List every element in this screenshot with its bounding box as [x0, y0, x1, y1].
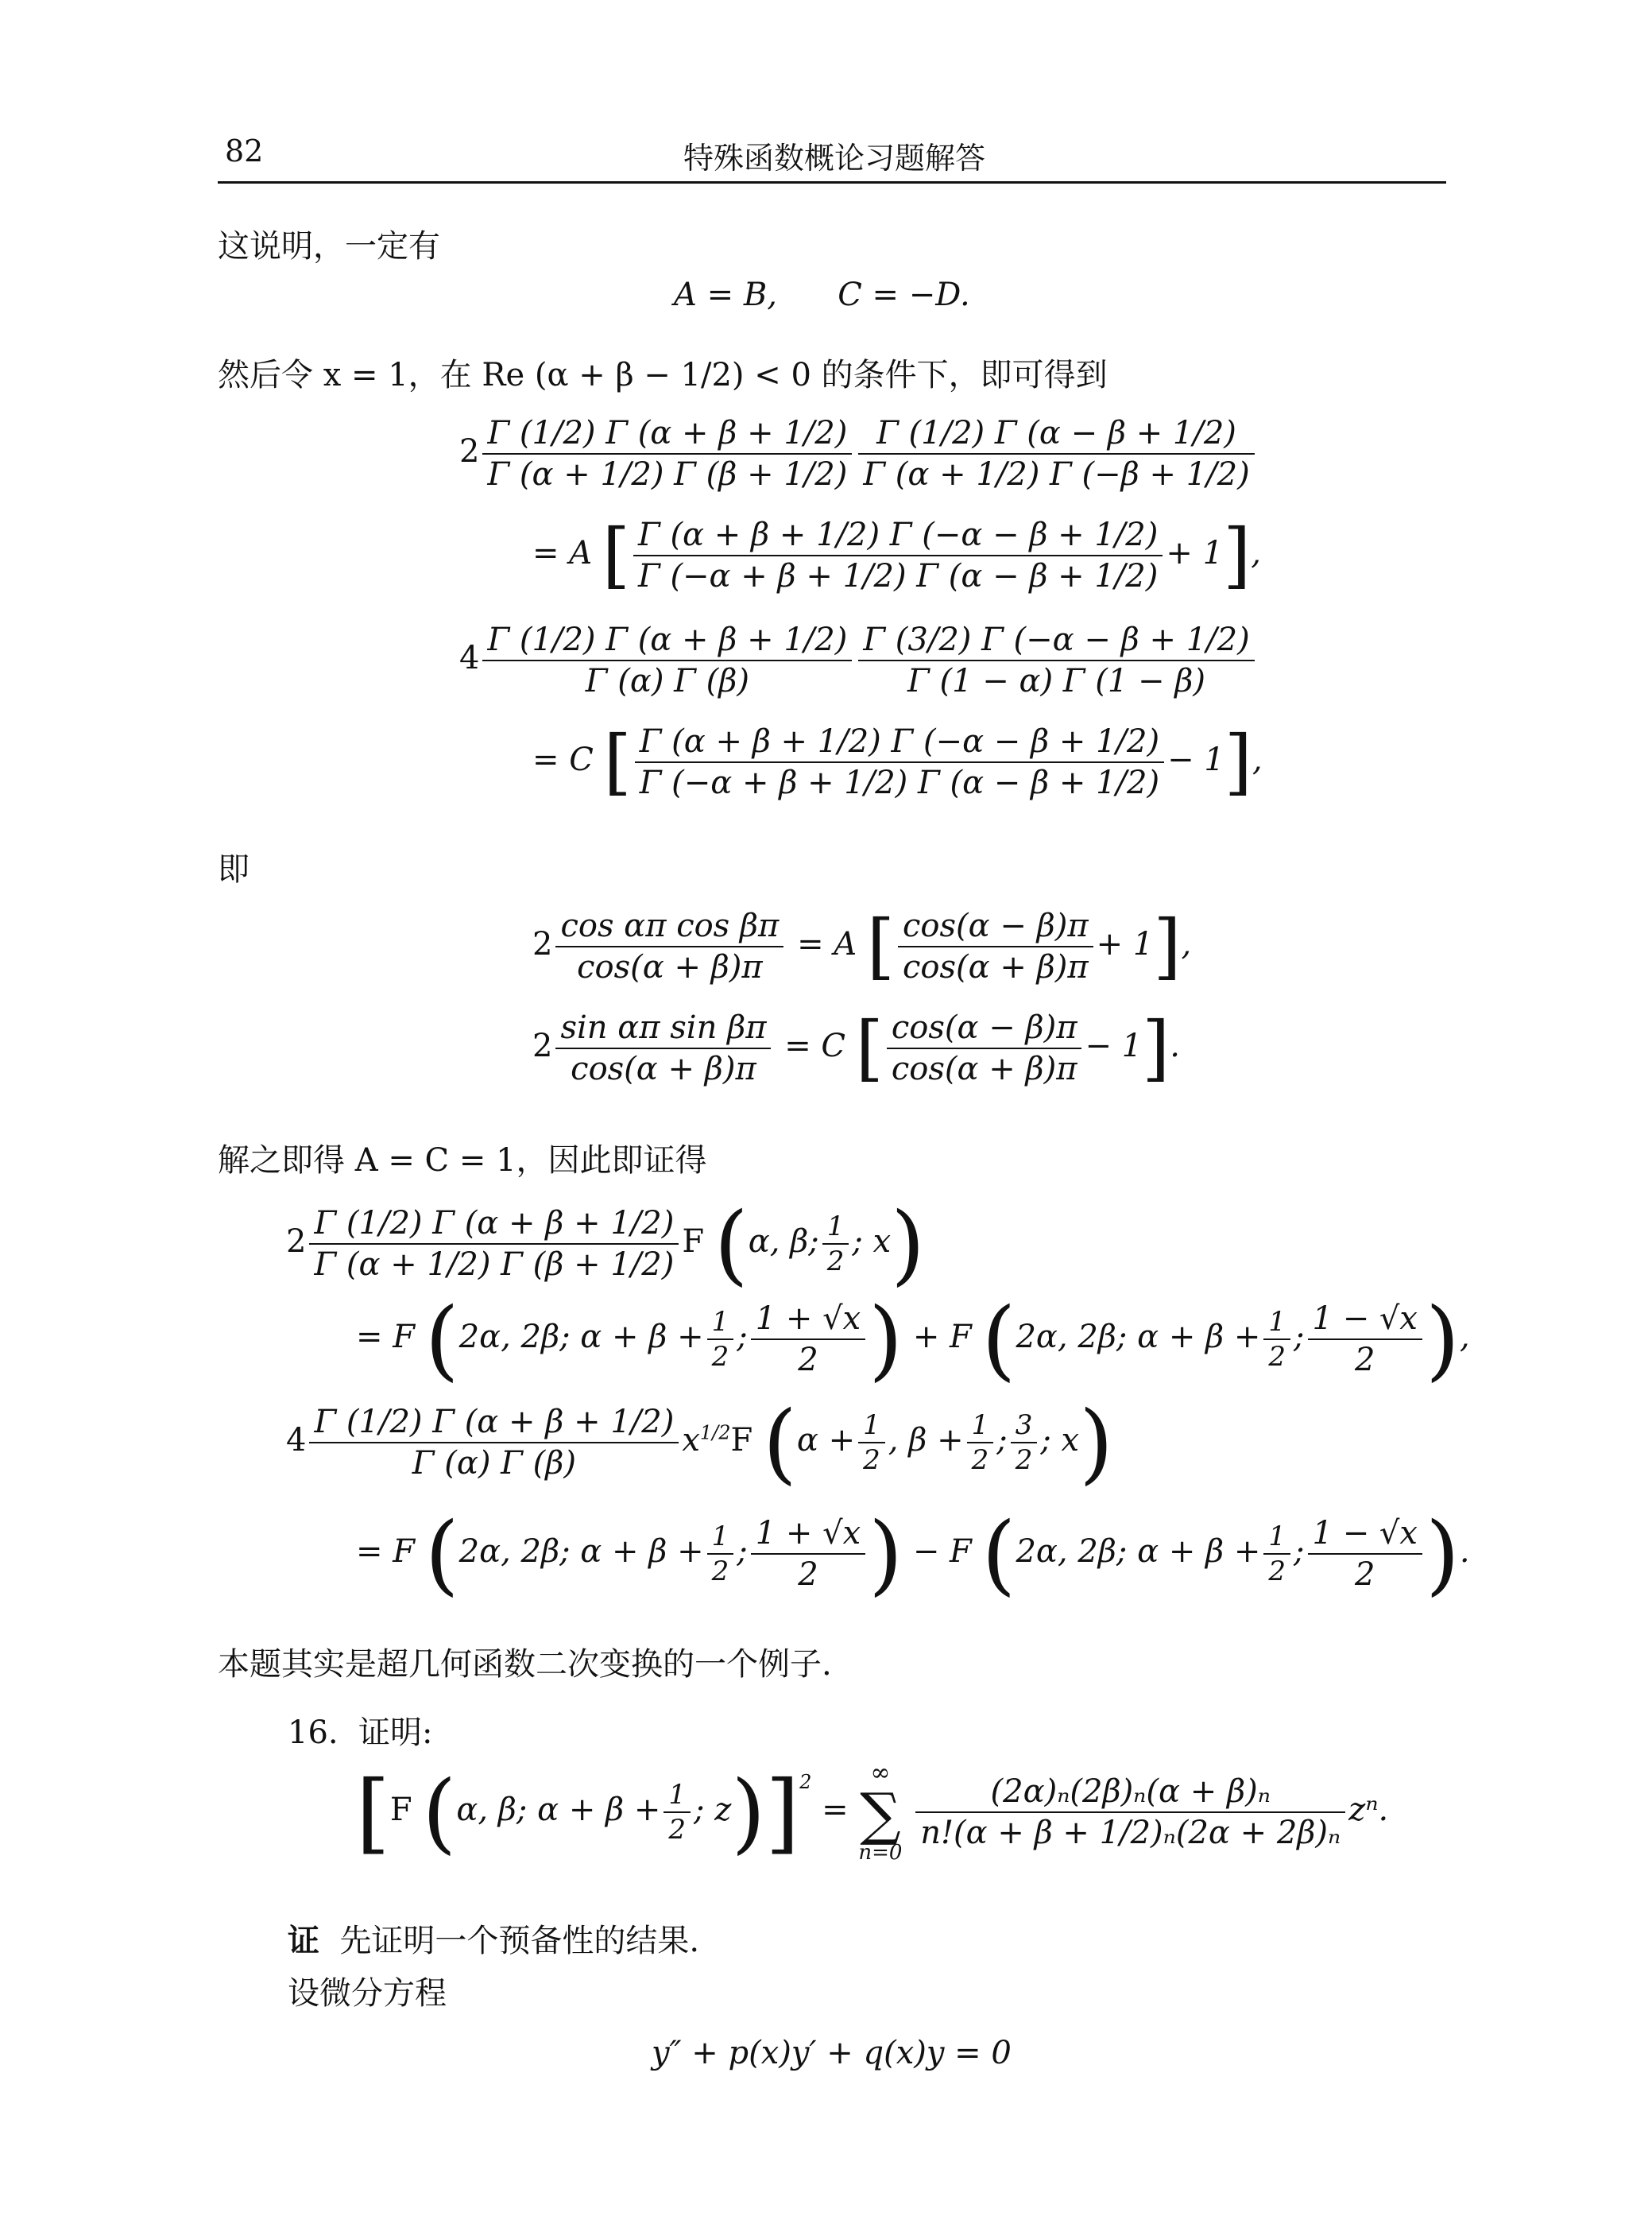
eq1-right-bracket: ] — [1223, 513, 1252, 597]
eq5-den: Γ (α + 1/2) Γ (β + 1/2) — [309, 1243, 679, 1284]
eq3-lhs-den: cos(α + β)π — [555, 946, 783, 987]
equation-7: 4 $\frac{\Gamma (1/2) \Gamma (\alpha + \beta + 1/2)}{\Gamma (\alpha) \Gamma (\beta)}$ $x^{1/2}F$ (α + $\frac{1}{2}$ , β + $\frac{1}{2}$ ; $\frac{3}{2}$ ; x) — [286, 1392, 1114, 1493]
eq6-mid: + F — [912, 1319, 972, 1355]
eq9-sigma: ∑ — [860, 1780, 901, 1847]
eq5-half-den: 2 — [822, 1243, 849, 1279]
eq1-comma: , — [1251, 535, 1261, 571]
equation-8: = F (2α, 2β; α + β + $\frac{1}{2}$ ; $\frac{1 + √x}{2}$ ) − F (2α, 2β; α + β + $\frac{1}{2}$ ; $\frac{1 - √x}{2}$ ). — [356, 1503, 1470, 1605]
header-rule — [218, 181, 1446, 184]
eq3-rhs-den: cos(α + β)π — [898, 946, 1093, 987]
eq5-args-post: ; x — [852, 1223, 892, 1260]
eq7-tail: ; x — [1040, 1422, 1080, 1459]
eq3-coef: 2 — [532, 926, 553, 963]
eq8-half-2 — [1263, 1520, 1290, 1589]
eq4-left-bracket: [ — [855, 1006, 884, 1090]
proof-label: 证 — [288, 1922, 319, 1959]
eq2-f1-den: Γ (α) Γ (β) — [482, 660, 852, 701]
eq1-rhs-pre: = A — [532, 535, 593, 571]
eq8-a2: 2α, 2β; α + β + — [1016, 1533, 1261, 1570]
eq1-frac-1 — [482, 413, 852, 494]
eq2-left-bracket: [ — [603, 720, 632, 804]
eq2-frac-2 — [858, 620, 1254, 701]
eq6-s1 — [751, 1299, 865, 1380]
eq9-sum-top: ∞ — [870, 1759, 891, 1787]
equation-5 — [286, 1193, 926, 1295]
equation-2-rhs — [532, 722, 1263, 803]
eq8-lp2: ( — [981, 1503, 1016, 1605]
eq6-rp1: ) — [869, 1288, 903, 1390]
eq2-right-bracket: ] — [1224, 720, 1252, 804]
eq1-rhs-frac — [633, 515, 1163, 596]
eq2-rhs-frac — [635, 722, 1164, 803]
eq1-frac-2 — [858, 413, 1254, 494]
eq7-F: F — [730, 1422, 753, 1459]
eq3-right-bracket: ] — [1153, 905, 1182, 988]
eq4-end: . — [1170, 1028, 1181, 1064]
eq9-square: 2 — [799, 1771, 812, 1793]
equation-2-lhs — [459, 620, 1258, 701]
eq9-sum — [858, 1761, 902, 1863]
eq7-half-1 — [858, 1408, 885, 1478]
eq1-f2-num: Γ (1/2) Γ (α − β + 1/2) — [876, 415, 1236, 451]
eq6-a1: 2α, 2β; α + β + — [458, 1319, 704, 1355]
eq9-h-den: 2 — [664, 1811, 691, 1847]
eq2-f2-num: Γ (3/2) Γ (−α − β + 1/2) — [863, 622, 1250, 658]
eq6-s2-den: 2 — [1308, 1339, 1422, 1380]
eq7-c-den: 2 — [1011, 1442, 1038, 1478]
eq5-num: Γ (1/2) Γ (α + β + 1/2) — [314, 1205, 675, 1242]
eq4-coef: 2 — [532, 1028, 553, 1064]
eq2-rhs-pre: = C — [532, 742, 594, 778]
eq6-half-1 — [707, 1305, 734, 1374]
eq9-lp: ( — [422, 1761, 457, 1863]
eq9-den: n!(α + β + 1/2)ₙ(2α + 2β)ₙ — [915, 1811, 1345, 1853]
eq8-half-1 — [707, 1520, 734, 1589]
paragraph-4: 解之即得 A = C = 1，因此即证得 — [218, 1142, 707, 1179]
eq3-lhs-frac — [555, 906, 783, 987]
equation-9 — [356, 1761, 1388, 1863]
eq5-args-pre: α, β; — [748, 1223, 819, 1260]
eq2-frac-1 — [482, 620, 852, 701]
eq8-h-num-2: 1 — [1268, 1520, 1286, 1552]
eq7-b: , β + — [888, 1422, 964, 1459]
eq9-F: F — [389, 1792, 412, 1828]
eq7-three-half — [1011, 1408, 1038, 1478]
equation-a-b: A = B, C = −D. — [674, 277, 970, 313]
eq4-lhs-num: sin απ sin βπ — [560, 1009, 767, 1046]
eq3-rhs-num: cos(α − β)π — [903, 908, 1089, 944]
eq8-s1 — [751, 1513, 865, 1594]
eq7-c-num: 3 — [1015, 1408, 1033, 1441]
eq1-rhs-post: + 1 — [1166, 535, 1224, 571]
eq4-rhs-num: cos(α − β)π — [891, 1009, 1077, 1046]
eq6-rp2: ) — [1425, 1288, 1460, 1390]
eq6-half-2 — [1263, 1305, 1290, 1374]
eq8-rp1: ) — [869, 1503, 903, 1605]
eq3-lhs-num: cos απ cos βπ — [560, 908, 780, 944]
proof-text: 先证明一个预备性的结果. — [339, 1923, 700, 1959]
eq3-eq: = A — [797, 926, 857, 963]
paragraph-3: 即 — [218, 851, 250, 888]
eq1-f1-num: Γ (1/2) Γ (α + β + 1/2) — [487, 415, 848, 451]
equation-1-lhs — [459, 413, 1258, 494]
eq5-coef: 2 — [286, 1223, 307, 1260]
eq6-h-num-2: 1 — [1268, 1305, 1286, 1338]
eq7-xp: 1/2 — [699, 1421, 731, 1444]
eq8-a1: 2α, 2β; α + β + — [458, 1533, 704, 1570]
eq8-pre: = F — [356, 1533, 415, 1570]
eq3-left-bracket: [ — [866, 905, 896, 988]
running-title: 特殊函数概论习题解答 — [683, 141, 986, 176]
eq8-s1-den: 2 — [751, 1553, 865, 1594]
eq5-right-paren: ) — [891, 1193, 926, 1295]
eq8-end: . — [1459, 1533, 1470, 1570]
eq6-s2 — [1308, 1299, 1422, 1380]
eq1-f2-den: Γ (α + 1/2) Γ (−β + 1/2) — [858, 453, 1254, 494]
eq7-h-den-2: 2 — [967, 1442, 994, 1478]
eq6-end: , — [1459, 1319, 1470, 1355]
eq9-rp: ) — [731, 1761, 766, 1863]
eq8-h-den-1: 2 — [707, 1553, 734, 1589]
eq5-frac — [309, 1203, 679, 1284]
eq3-end: , — [1181, 926, 1192, 963]
eq1-rhs-den: Γ (−α + β + 1/2) Γ (α − β + 1/2) — [633, 555, 1163, 596]
eq7-den: Γ (α) Γ (β) — [309, 1442, 679, 1483]
eq1-coef: 2 — [459, 433, 480, 470]
equation-4 — [532, 1008, 1180, 1089]
eq8-s2-num: 1 − √x — [1312, 1515, 1418, 1552]
eq8-s2 — [1308, 1513, 1422, 1594]
eq1-left-bracket: [ — [602, 513, 630, 597]
eq9-zn: zⁿ. — [1348, 1792, 1389, 1828]
eq6-s1-den: 2 — [751, 1339, 865, 1380]
eq1-f1-den: Γ (α + 1/2) Γ (β + 1/2) — [482, 453, 852, 494]
equation-1-rhs — [532, 515, 1261, 596]
eq8-h-num-1: 1 — [711, 1520, 729, 1552]
equation-6: = F (2α, 2β; α + β + $\frac{1}{2}$ ; $\frac{1 + √x}{2}$ ) + F (2α, 2β; α + β + $\frac{1}{2}$ ; $\frac{1 - √x}{2}$ ), — [356, 1288, 1470, 1390]
eq7-num: Γ (1/2) Γ (α + β + 1/2) — [314, 1404, 675, 1440]
eq2-coef: 4 — [459, 640, 480, 676]
eq2-f1-num: Γ (1/2) Γ (α + β + 1/2) — [487, 622, 848, 658]
eq9-h-num: 1 — [668, 1778, 687, 1811]
eq7-h-num-1: 1 — [863, 1408, 880, 1441]
eq4-lhs-den: cos(α + β)π — [555, 1048, 771, 1089]
eq8-s2-den: 2 — [1308, 1553, 1422, 1594]
eq7-coef: 4 — [286, 1422, 307, 1459]
eq6-pre: = F — [356, 1319, 415, 1355]
eq6-s2-num: 1 − √x — [1312, 1300, 1418, 1337]
eq6-lp1: ( — [424, 1288, 459, 1390]
eq9-left-bracket: [ — [356, 1761, 390, 1863]
eq8-lp1: ( — [424, 1503, 459, 1605]
eq9-eq: = — [822, 1792, 849, 1828]
paragraph-2: 然后令 x = 1，在 Re (α + β − 1/2) < 0 的条件下，即可得到 — [218, 357, 1108, 393]
page-number: 82 — [225, 134, 264, 169]
eq5-half — [822, 1210, 849, 1279]
eq6-s1-num: 1 + √x — [755, 1300, 861, 1337]
eq2-comma: , — [1252, 742, 1263, 778]
eq7-h-den-1: 2 — [858, 1442, 885, 1478]
eq5-F: F — [682, 1223, 705, 1260]
eq9-right-bracket: ] — [765, 1761, 800, 1863]
eq6-h-den-2: 2 — [1263, 1339, 1290, 1374]
eq4-eq: = C — [784, 1028, 846, 1064]
eq4-right-bracket: ] — [1142, 1006, 1170, 1090]
eq4-rhs-den: cos(α + β)π — [887, 1048, 1082, 1089]
eq4-rhs-frac — [887, 1008, 1082, 1089]
eq6-h-num-1: 1 — [711, 1305, 729, 1338]
eq3-post: + 1 — [1096, 926, 1154, 963]
equation-3 — [532, 906, 1191, 987]
eq7-half-2 — [967, 1408, 994, 1478]
eq8-s1-num: 1 + √x — [755, 1515, 861, 1552]
eq9-z: ; z — [694, 1792, 732, 1828]
eq6-h-den-1: 2 — [707, 1339, 734, 1374]
eq9-sum-bot: n=0 — [858, 1841, 903, 1865]
eq7-frac — [309, 1402, 679, 1483]
problem-16-heading: 16. 证明: — [288, 1714, 433, 1751]
eq5-half-num: 1 — [826, 1210, 845, 1242]
eq7-h-num-2: 1 — [971, 1408, 989, 1441]
paragraph-1: 这说明，一定有 — [218, 228, 440, 265]
eq4-post: − 1 — [1085, 1028, 1143, 1064]
eq7-x: x — [682, 1422, 700, 1459]
eq9-args: α, β; α + β + — [456, 1792, 661, 1828]
eq9-half — [664, 1778, 691, 1847]
eq2-f2-den: Γ (1 − α) Γ (1 − β) — [858, 660, 1254, 701]
eq3-rhs-frac — [898, 906, 1093, 987]
eq9-frac — [915, 1772, 1345, 1853]
eq7-lp: ( — [762, 1392, 797, 1493]
eq5-left-paren: ( — [714, 1193, 749, 1295]
paragraph-5: 本题其实是超几何函数二次变换的一个例子. — [218, 1646, 832, 1683]
equation-10: y″ + p(x)y′ + q(x)y = 0 — [652, 2035, 1012, 2071]
eq8-h-den-2: 2 — [1263, 1553, 1290, 1589]
eq9-num: (2α)ₙ(2β)ₙ(α + β)ₙ — [990, 1773, 1271, 1810]
eq2-rhs-den: Γ (−α + β + 1/2) Γ (α − β + 1/2) — [635, 761, 1164, 803]
eq7-rp: ) — [1079, 1392, 1114, 1493]
eq8-mid: − F — [912, 1533, 972, 1570]
eq4-lhs-frac — [555, 1008, 771, 1089]
eq6-a2: 2α, 2β; α + β + — [1016, 1319, 1261, 1355]
eq8-rp2: ) — [1425, 1503, 1460, 1605]
eq7-a: α + — [796, 1422, 856, 1459]
eq2-rhs-num: Γ (α + β + 1/2) Γ (−α − β + 1/2) — [639, 723, 1160, 760]
eq1-rhs-num: Γ (α + β + 1/2) Γ (−α − β + 1/2) — [637, 517, 1159, 553]
eq2-rhs-post: − 1 — [1167, 742, 1224, 778]
paragraph-8: 设微分方程 — [288, 1975, 447, 2012]
eq6-lp2: ( — [981, 1288, 1016, 1390]
proof-line — [288, 1916, 699, 1961]
